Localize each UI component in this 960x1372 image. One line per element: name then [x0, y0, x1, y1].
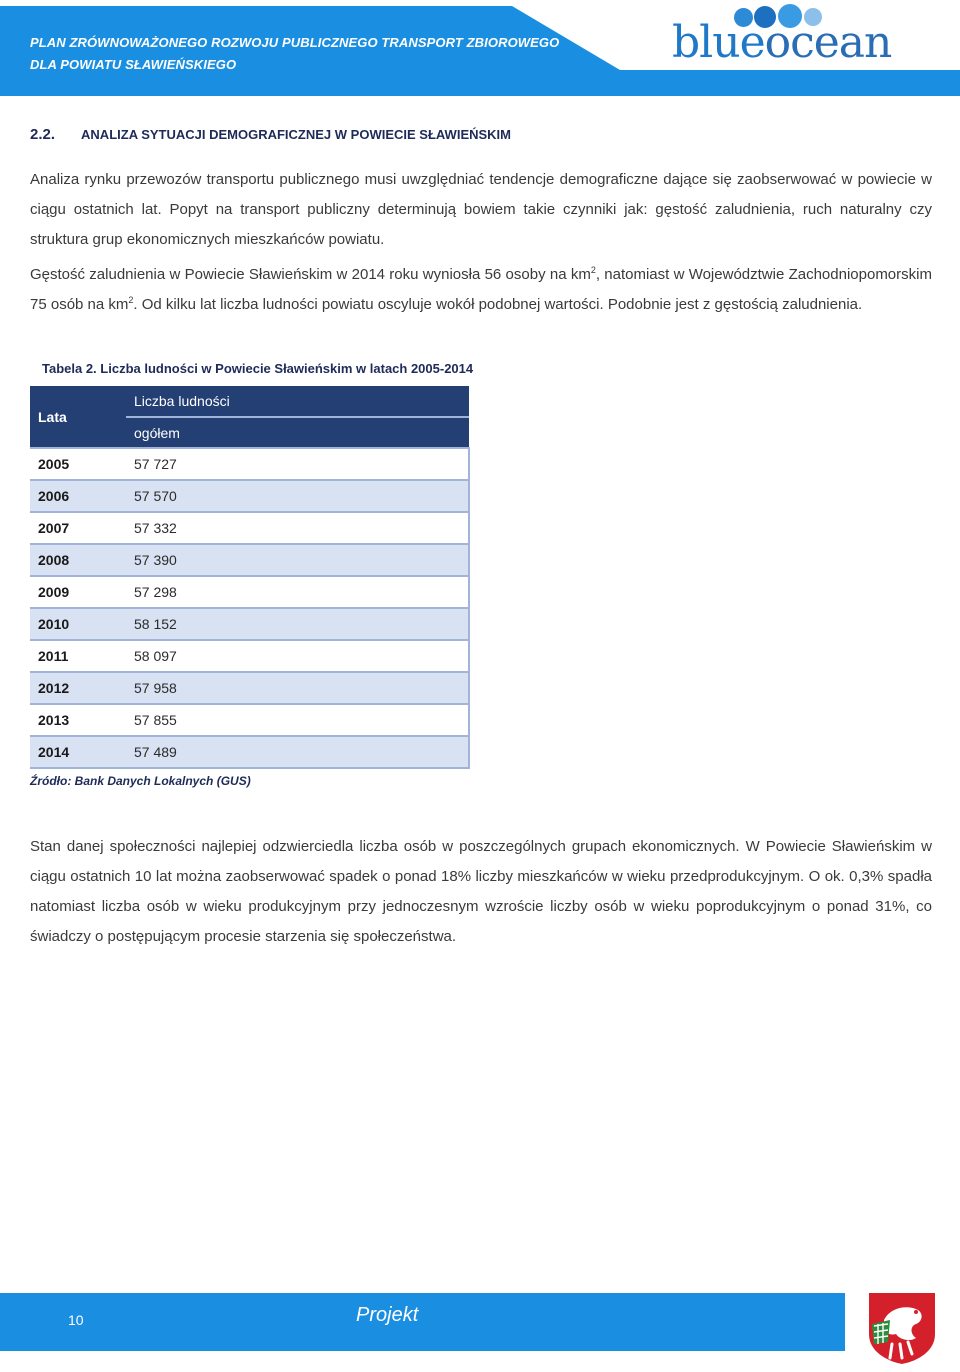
- paragraph-density: [30, 260, 932, 320]
- population-cell: 57 298: [126, 576, 469, 608]
- page-number: 10: [68, 1312, 84, 1328]
- section-title: ANALIZA SYTUACJI DEMOGRAFICZNEJ W POWIECIE SŁAWIEŃSKIM: [81, 127, 512, 142]
- year-cell: 2014: [30, 736, 126, 768]
- population-cell: 57 855: [126, 704, 469, 736]
- column-header-population-sub: ogółem: [126, 417, 469, 448]
- year-cell: 2007: [30, 512, 126, 544]
- year-cell: 2009: [30, 576, 126, 608]
- paragraph-density-part2: , natomiast w Województwie Zachodniopomorskim 75 osób na km: [30, 266, 932, 313]
- table-caption-text: Liczba ludności w Powiecie Sławieńskim w latach 2005-2014: [96, 361, 474, 376]
- table-body: [30, 448, 469, 768]
- logo-wordmark-blue: blue: [672, 17, 765, 68]
- superscript-2: 2: [590, 265, 596, 275]
- table-row: [30, 448, 469, 480]
- blueocean-logo: [668, 4, 898, 70]
- page-footer: [0, 1293, 845, 1351]
- table-row: [30, 640, 469, 672]
- document-title-line1: PLAN ZRÓWNOWAŻONEGO ROZWOJU PUBLICZNEGO TRANSPORT ZBIOROWEGO: [30, 35, 560, 50]
- table-row: [30, 576, 469, 608]
- table-caption: [42, 361, 473, 376]
- population-cell: 58 097: [126, 640, 469, 672]
- page-header: [0, 0, 960, 96]
- logo-wordmark: [672, 16, 891, 70]
- population-cell: 57 390: [126, 544, 469, 576]
- superscript-2: 2: [128, 295, 134, 305]
- section-number: 2.2.: [30, 126, 56, 143]
- table-row: [30, 544, 469, 576]
- year-cell: 2011: [30, 640, 126, 672]
- year-cell: 2006: [30, 480, 126, 512]
- paragraph-economic-groups: Stan danej społeczności najlepiej odzwierciedla liczba osób w poszczególnych grupach ekonomicznych. W Powiecie Sławieńskim w ciągu ostatnich 10 lat można zaobserwować spadek o ponad 18% liczby mieszkańców w wieku przedprodukcyjnym. O ok. 0,3% spadła natomiast liczba osób w wieku produkcyjnym przy jednoczesnym wzroście liczby osób w wieku poprodukcyjnym o ponad 31%, co świadczy o postępującym procesie starzenia się społeczeństwa.: [30, 838, 932, 945]
- year-cell: 2008: [30, 544, 126, 576]
- table-row: [30, 512, 469, 544]
- document-title-line2: DLA POWIATU SŁAWIEŃSKIEGO: [30, 57, 237, 72]
- paragraph-density-part3: . Od kilku lat liczba ludności powiatu oscyluje wokół podobnej wartości. Podobnie jest z gęstością zaludnienia.: [133, 296, 863, 313]
- population-cell: 57 489: [126, 736, 469, 768]
- year-cell: 2012: [30, 672, 126, 704]
- column-header-year: Lata: [30, 386, 126, 448]
- table-row: [30, 736, 469, 768]
- column-header-population: Liczba ludności: [126, 386, 469, 417]
- table-row: [30, 480, 469, 512]
- logo-wordmark-ocean: ocean: [764, 17, 892, 68]
- year-cell: 2010: [30, 608, 126, 640]
- section-heading: [30, 124, 511, 146]
- paragraph-intro: Analiza rynku przewozów transportu publicznego musi uwzględniać tendencje demograficzne dające się zaobserwować w powiecie w ciągu ostatnich lat. Popyt na transport publiczny determinują bowiem takie czynniki jak: gęstość zaludnienia, ruch naturalny czy struktura grup ekonomicznych mieszkańców powiatu.: [30, 171, 932, 248]
- population-cell: 57 958: [126, 672, 469, 704]
- population-table: [30, 386, 470, 769]
- paragraph-density-part1: Gęstość zaludnienia w Powiecie Sławieńskim w 2014 roku wyniosła 56 osoby na km: [30, 266, 591, 283]
- footer-label: Projekt: [356, 1304, 419, 1326]
- table-row: [30, 672, 469, 704]
- table-row: [30, 608, 469, 640]
- table-caption-label: Tabela 2.: [42, 361, 97, 376]
- table-header-row: [30, 386, 469, 417]
- population-cell: 57 332: [126, 512, 469, 544]
- population-cell: 58 152: [126, 608, 469, 640]
- document-title: [30, 32, 559, 76]
- population-cell: 57 727: [126, 448, 469, 480]
- population-cell: 57 570: [126, 480, 469, 512]
- table-source: Źródło: Bank Danych Lokalnych (GUS): [30, 774, 251, 788]
- table-row: [30, 704, 469, 736]
- year-cell: 2005: [30, 448, 126, 480]
- coat-of-arms-icon: [866, 1290, 938, 1366]
- year-cell: 2013: [30, 704, 126, 736]
